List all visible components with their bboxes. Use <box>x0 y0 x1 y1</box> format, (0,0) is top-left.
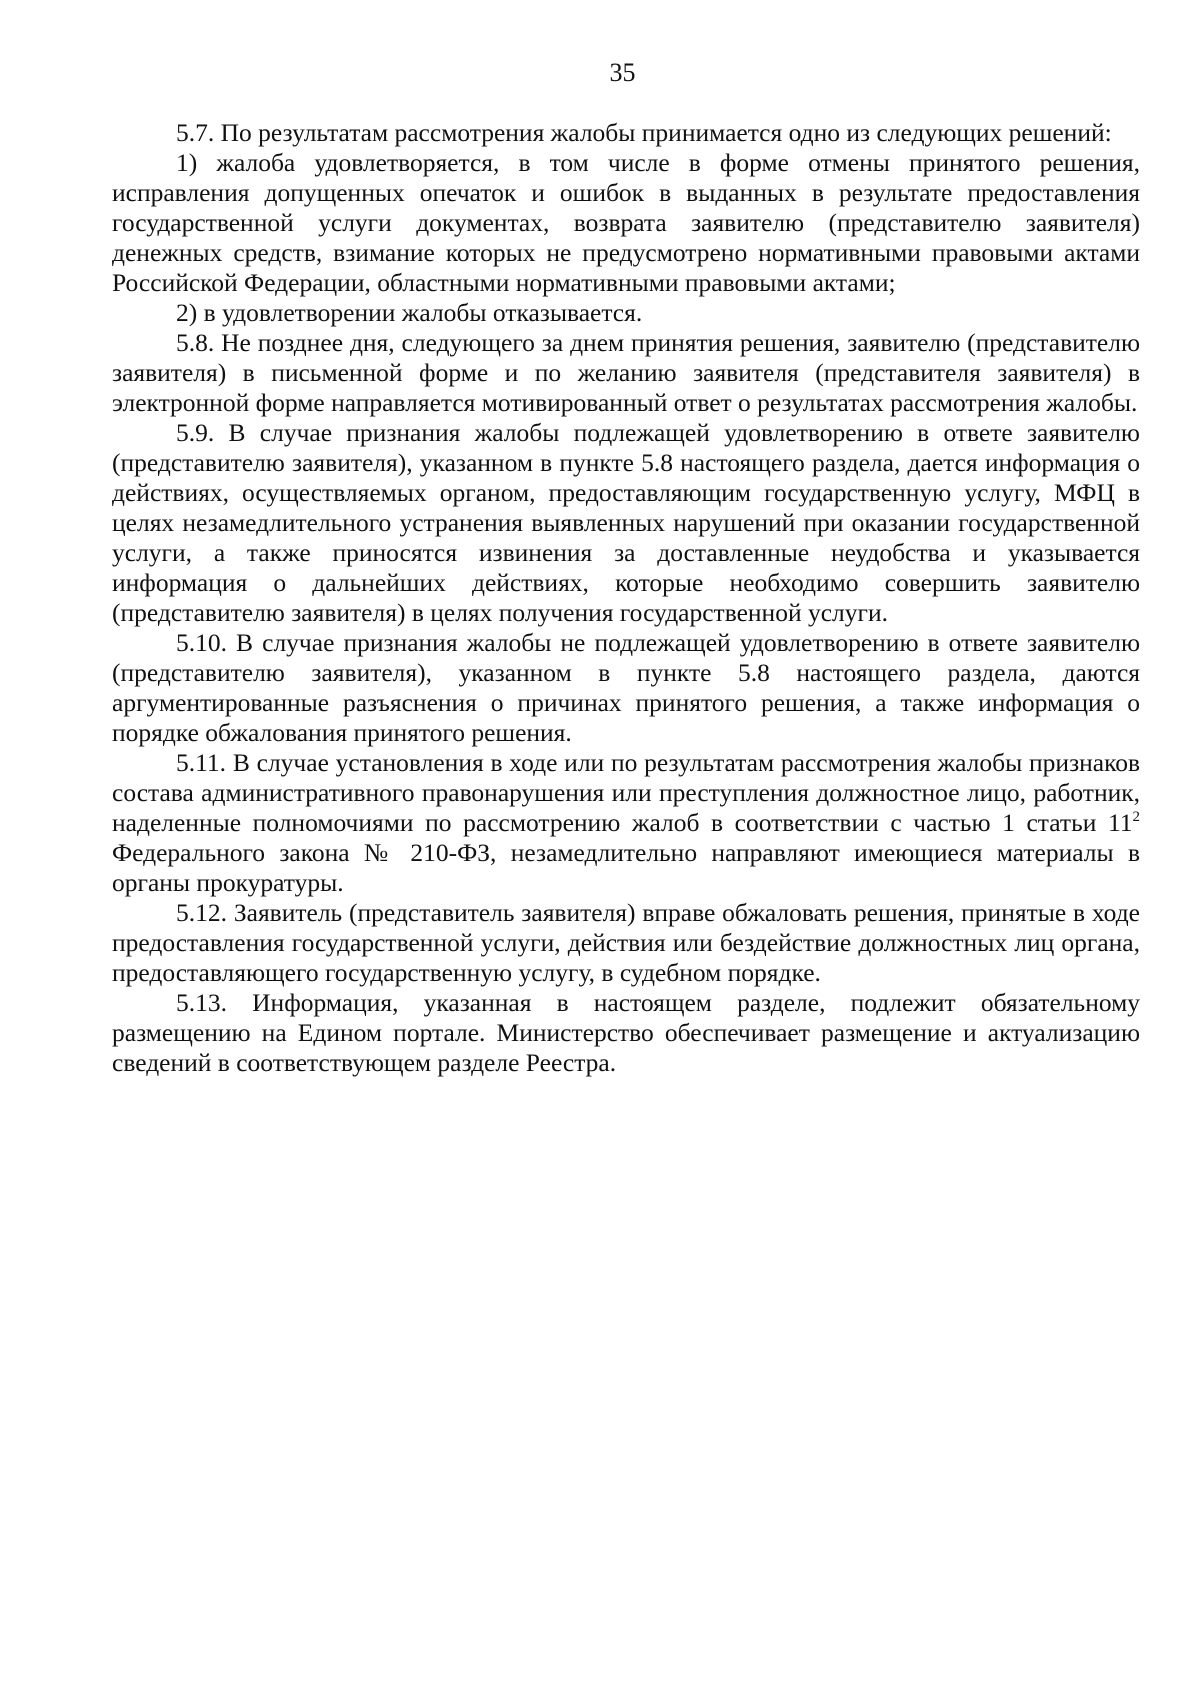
paragraph-5-8: 5.8. Не позднее дня, следующего за днем принятия решения, заявителю (представителю заявителя) в письменной форме и по желанию заявителя (представителя заявителя) в электронной форме направляется мотивированный ответ о результатах рассмотрения жалобы. <box>112 328 1140 417</box>
superscript-2: 2 <box>1132 809 1140 825</box>
paragraph-5-7-item-1: 1) жалоба удовлетворяется, в том числе в форме отмены принятого решения, исправления допущенных опечаток и ошибок в выданных в результате предоставления государственной услуги документах, возврата заявителю (представителю заявителя) денежных средств, взимание которых не предусмотрено нормативными правовыми актами Российской Федерации, областными нормативными правовыми актами; <box>112 148 1140 297</box>
paragraph-5-9: 5.9. В случае признания жалобы подлежащей удовлетворению в ответе заявителю (представителю заявителя), указанном в пункте 5.8 настоящего раздела, дается информация о действиях, осуществляемых органом, предоставляющим государственную услугу, МФЦ в целях незамедлительного устранения выявленных нарушений при оказании государственной услуги, а также приносятся извинения за доставленные неудобства и указывается информация о дальнейших действиях, которые необходимо совершить заявителю (представителю заявителя) в целях получения государственной услуги. <box>112 418 1140 627</box>
paragraph-5-12: 5.12. Заявитель (представитель заявителя) вправе обжаловать решения, принятые в ходе предоставления государственной услуги, действия или бездействие должностных лиц органа, предоставляющего государственную услугу, в судебном порядке. <box>112 898 1140 987</box>
paragraph-5-13: 5.13. Информация, указанная в настоящем разделе, подлежит обязательному размещению на Едином портале. Министерство обеспечивает размещение и актуализацию сведений в соответствующем разделе Реестра. <box>112 988 1140 1077</box>
paragraph-5-7-item-2: 2) в удовлетворении жалобы отказывается. <box>176 298 643 327</box>
paragraph-5-10: 5.10. В случае признания жалобы не подлежащей удовлетворению в ответе заявителю (представителю заявителя), указанном в пункте 5.8 настоящего раздела, даются аргументированные разъяснения о причинах принятого решения, а также информация о порядке обжалования принятого решения. <box>112 628 1140 747</box>
paragraph-5-11 <box>112 748 1140 898</box>
paragraph-5-7: 5.7. По результатам рассмотрения жалобы принимается одно из следующих решений: <box>176 118 1112 147</box>
page-number: 35 <box>609 58 636 87</box>
paragraph-5-11-text-end: Федерального закона № 210-ФЗ, незамедлительно направляют имеющиеся материалы в органы прокуратуры. <box>112 838 1140 897</box>
document-body <box>112 118 1140 1078</box>
paragraph-5-11-text-start: 5.11. В случае установления в ходе или по результатам рассмотрения жалобы признаков состава административного правонарушения или преступления должностное лицо, работник, наделенные полномочиями по рассмотрению жалоб в соответствии с частью 1 статьи 11 <box>112 748 1140 837</box>
